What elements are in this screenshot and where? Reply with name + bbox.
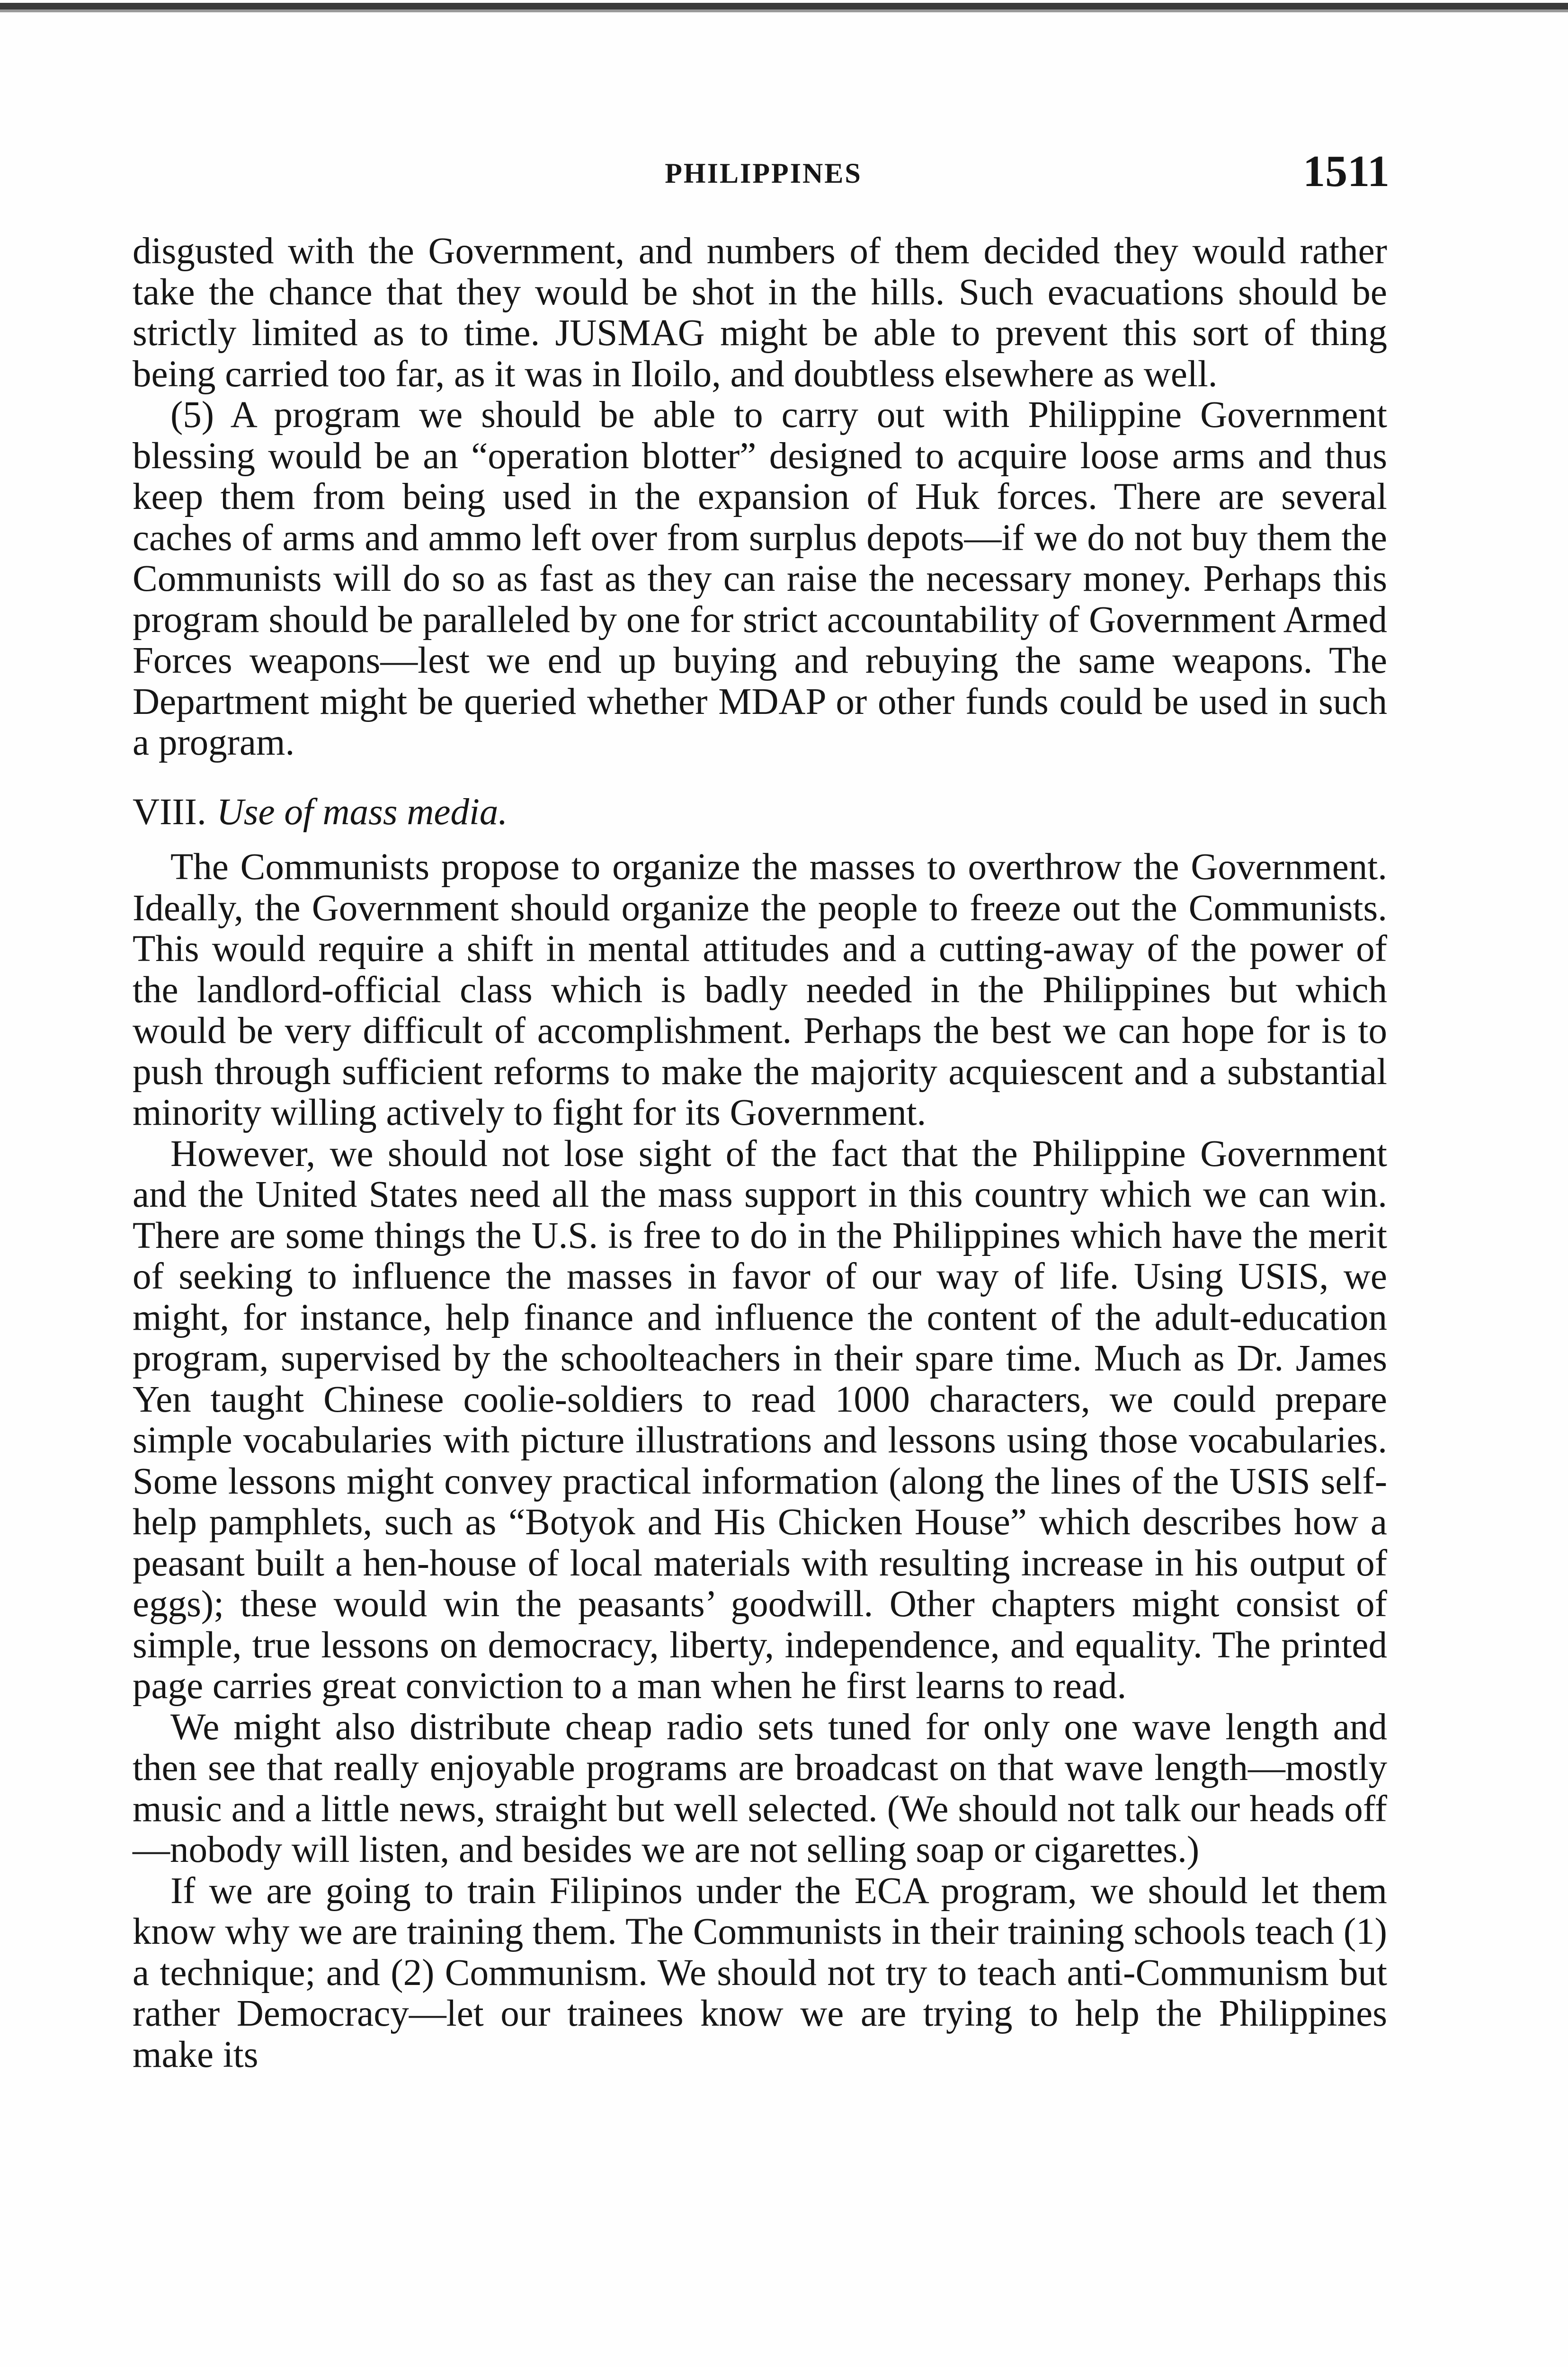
section-number: VIII. xyxy=(133,791,206,833)
running-head: PHILIPPINES xyxy=(665,158,862,189)
paragraph-mass-support: However, we should not lose sight of the fact that the Philippine Government and the United States need all the mass support in this country which we can win. There are some things the U.S. is free to do in the Philippines which have the merit of seeking to influence the masses in favor of our way of life. Using USIS, we might, for instance, help finance and influence the content of the adult-education program, supervised by the schoolteachers in their spare time. Much as Dr. James Yen taught Chinese coolie-soldiers to read 1000 characters, we could prepare simple vocabularies with picture illustrations and lessons using those vocabularies. Some lessons might convey practical information (along the lines of the USIS self-help pamphlets, such as “Botyok and His Chicken House” which describes how a peasant built a hen-house of local materials with resulting increase in his output of eggs); these would win the peasants’ goodwill. Other chapters might consist of simple, true lessons on democracy, liberty, independence, and equality. The printed page carries great conviction to a man when he first learns to read. xyxy=(133,1133,1387,1707)
paragraph-communists-organize: The Communists propose to organize the masses to overthrow the Government. Ideally, the Government should organize the people to freeze out the Communists. This would require a shift in mental attitudes and a cutting-away of the power of the landlord-official class which is badly needed in the Philippines but which would be very difficult of accomplishment. Perhaps the best we can hope for is to push through sufficient reforms to make the majority acquiescent and a substantial minority willing actively to fight for its Government. xyxy=(133,846,1387,1133)
paragraph-operation-blotter: (5) A program we should be able to carry out with Philippine Government blessing would be an “operation blotter” designed to acquire loose arms and thus keep them from being used in the expansion of Huk forces. There are several caches of arms and ammo left over from surplus depots—if we do not buy them the Communists will do so as fast as they can raise the necessary money. Perhaps this program should be paralleled by one for strict accountability of Government Armed Forces weapons—lest we end up buying and rebuying the same weapons. The Department might be queried whether MDAP or other funds could be used in such a program. xyxy=(133,394,1387,763)
section-title: Use of mass media. xyxy=(216,791,508,833)
page-number: 1511 xyxy=(1303,147,1390,196)
paragraph-continued: disgusted with the Government, and numbers of them decided they would rather take the chance that they would be shot in the hills. Such evacuations should be strictly limited as to time. JUSMAG might be able to prevent this sort of thing being carried too far, as it was in Iloilo, and doubtless elsewhere as well. xyxy=(133,231,1387,395)
page-header xyxy=(137,147,1390,199)
section-heading xyxy=(133,792,1387,833)
paragraph-eca-training: If we are going to train Filipinos under the ECA program, we should let them know why we are training them. The Communists in their training schools teach (1) a technique; and (2) Communism. We should not try to teach anti-Communism but rather Democracy—let our trainees know we are trying to help the Philippines make its xyxy=(133,1870,1387,2075)
paragraph-radio-sets: We might also distribute cheap radio sets tuned for only one wave length and then see that really enjoyable programs are broadcast on that wave length—mostly music and a little news, straight but well selected. (We should not talk our heads off—nobody will listen, and besides we are not selling soap or cigarettes.) xyxy=(133,1706,1387,1870)
top-border-rule xyxy=(0,3,1568,9)
top-border-shade xyxy=(0,9,1568,12)
body-text xyxy=(133,231,1387,2075)
